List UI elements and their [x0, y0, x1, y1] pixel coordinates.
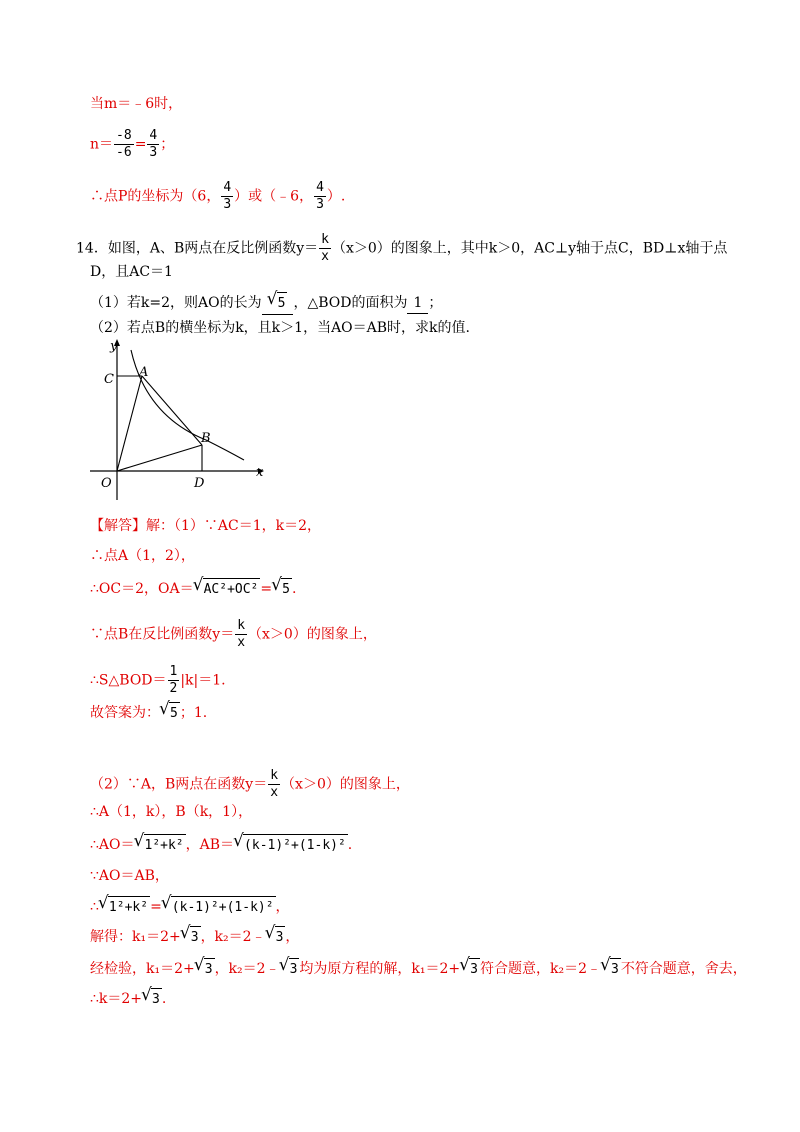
answer-line: ∴A（1，k），B（k，1）， [90, 804, 253, 820]
sqrt-expression: √ 3 [460, 958, 480, 980]
question-1: （1）若k=2，则AO的长为√ 5 ，△BOD的面积为 1 ； [90, 292, 442, 315]
problem-stem: D，且AC＝1 [90, 264, 173, 280]
answer-line: ∵AO＝AB， [90, 868, 169, 884]
sqrt-expression: √ 3 [181, 926, 201, 948]
solution-line: n＝ $\frac{-8}{-6}$ = $\frac{4}{3}$ ； [90, 128, 175, 160]
answer-line: ∴AO＝√ 1²+k² ，AB＝√ (k-1)²+(1-k)² . [90, 834, 352, 856]
fraction: $\frac{4}{3}$ [149, 128, 158, 160]
segment-ab [142, 376, 202, 445]
answer-line: 【解答】解：（1）∵AC＝1，k＝2， [90, 518, 322, 534]
answer-blank: 1 [407, 293, 428, 314]
segment-ob [117, 445, 202, 471]
sqrt-expression: √ 1²+k² [135, 834, 186, 856]
label-o: O [101, 476, 112, 491]
answer-line: （2）∵A，B两点在函数y＝ $\frac{k}{x}$ （x＞0）的图象上， [90, 768, 410, 800]
label-x: x [256, 465, 264, 480]
answer-line: ∴点A（1，2）， [90, 548, 195, 564]
sqrt-expression: √ 3 [266, 926, 286, 948]
sqrt-expression: √ 5 [160, 702, 180, 724]
coordinate-figure [86, 336, 276, 506]
sqrt-expression: √ 1²+k² [99, 896, 150, 918]
answer-line: ∴k＝2+√ 3 . [90, 988, 166, 1010]
solution-line: ∴点P的坐标为（6， $\frac{4}{3}$ ）或（﹣6， $\frac{4}{3}$ ）. [90, 180, 346, 212]
label-y: y [110, 339, 118, 354]
fraction: $\frac{k}{x}$ [237, 618, 246, 650]
sqrt-expression: √ 3 [195, 958, 215, 980]
answer-line: ∵点B在反比例函数y＝ $\frac{k}{x}$ （x＞0）的图象上， [90, 618, 377, 650]
sqrt-expression: √ 3 [142, 988, 162, 1010]
fraction: $\frac{-8}{-6}$ [116, 128, 132, 160]
problem-stem: 14．如图，A、B两点在反比例函数y＝ $\frac{k}{x}$ （x＞0）的图象上，其中k＞0，AC⊥y轴于点C，BD⊥x轴于点 [76, 232, 728, 264]
answer-line: ∴S△BOD＝ $\frac{1}{2}$ |k|＝1. [90, 664, 226, 696]
fraction: $\frac{4}{3}$ [316, 180, 324, 212]
answer-line: 故答案为：√ 5 ；1. [90, 702, 207, 724]
sqrt-expression: √ (k-1)²+(1-k)² [162, 896, 276, 918]
fraction: $\frac{k}{x}$ [270, 768, 279, 800]
sqrt-expression: √ 3 [601, 958, 621, 980]
fraction: $\frac{1}{2}$ [169, 664, 178, 696]
label-d: D [194, 476, 205, 491]
fraction: $\frac{4}{3}$ [223, 180, 232, 212]
segment-oa [117, 376, 142, 471]
sqrt-expression: √ AC²+OC² [194, 578, 261, 600]
sqrt-expression: √ 3 [280, 958, 300, 980]
fraction: $\frac{k}{x}$ [321, 232, 329, 264]
answer-line: ∴OC＝2，OA＝√ AC²+OC² =√ 5 . [90, 578, 296, 600]
sqrt-expression: √ 5 [272, 578, 292, 600]
sqrt-expression: √ (k-1)²+(1-k)² [234, 834, 348, 856]
answer-line: 经检验，k₁＝2+√ 3 ，k₂＝2﹣√ 3 均为原方程的解，k₁＝2+√ 3 符合题意，k₂＝2﹣√ 3 不符合题意，舍去， [90, 958, 747, 980]
label-b: B [201, 431, 211, 446]
answer-line: ∴√ 1²+k² =√ (k-1)²+(1-k)² ， [90, 896, 290, 918]
solution-line: 当m＝﹣6时， [90, 96, 183, 112]
label-a: A [139, 365, 149, 380]
answer-line: 解得：k₁＝2+√ 3 ，k₂＝2﹣√ 3 ， [90, 926, 299, 948]
label-c: C [104, 372, 114, 387]
answer-blank: √ 5 [262, 292, 294, 315]
question-2: （2）若点B的横坐标为k，且k＞1，当AO＝AB时，求k的值. [90, 320, 470, 336]
